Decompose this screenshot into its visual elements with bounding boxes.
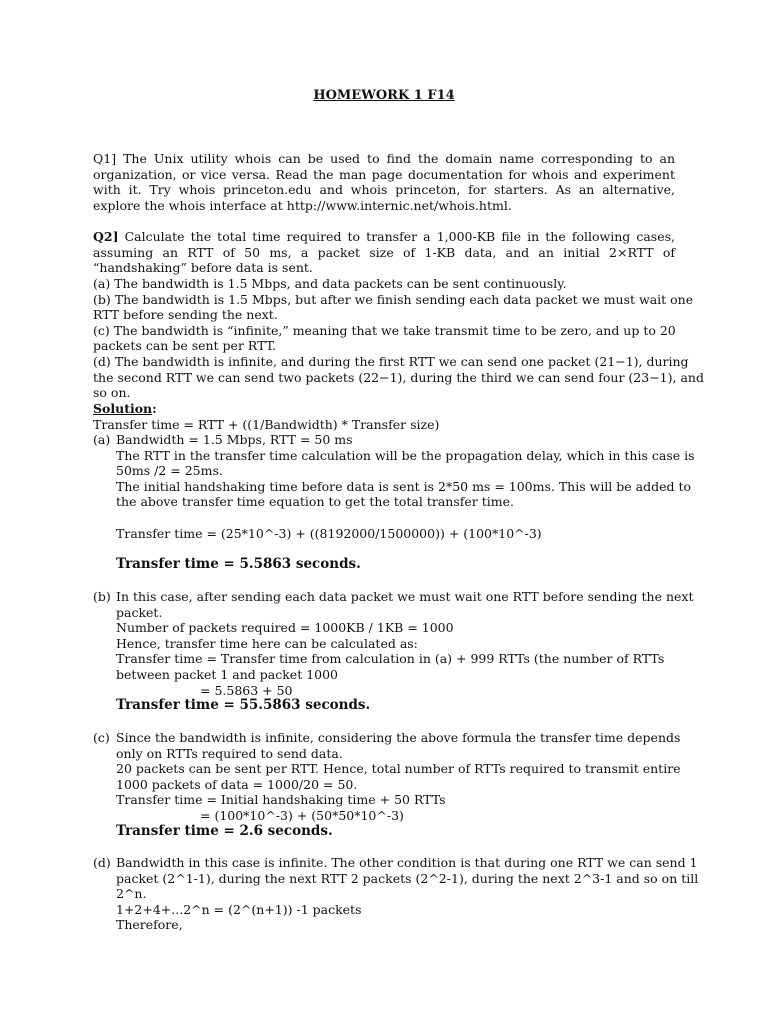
part-b-line-6: between packet 1 and packet 1000 [116, 666, 339, 682]
part-a-prompt: (a) The bandwidth is 1.5 Mbps, and data packets can be sent continuously. [93, 276, 567, 291]
question-2 [93, 229, 675, 276]
part-c-solution [116, 730, 681, 824]
solution-header [93, 401, 439, 432]
solution-label: Solution [93, 401, 153, 416]
part-b-line-2: packet. [116, 604, 163, 620]
part-b-result: Transfer time = 55.5863 seconds. [116, 697, 371, 713]
part-b-line-1: In this case, after sending each data packet we must wait one RTT before sending the next [116, 589, 694, 604]
part-c-continuation: = (100*10^-3) + (50*50*10^-3) [200, 807, 404, 823]
part-a-result: Transfer time = 5.5863 seconds. [116, 556, 361, 572]
part-a-line-3: The initial handshaking time before data is sent is 2*50 ms = 100ms. This will be added to [116, 478, 692, 494]
question-1-label: Q1] [93, 151, 117, 166]
part-d-line-3: 2^n. [116, 886, 147, 902]
part-b-label: (b) [93, 589, 111, 604]
part-b-prompt-cont: RTT before sending the next. [93, 307, 278, 323]
question-1-text: The Unix utility whois can be used to find the domain name corresponding to an organization, or vice versa. Read the man page documentation for whois and experiment with it. Try whois princeton.edu and whois princeton, for starters. As an alternative, explore the whois interface at http://www.internic.net/whois.html. [93, 151, 675, 213]
part-c-line-5: Transfer time = Initial handshaking time + 50 RTTs [116, 792, 446, 808]
part-d-label: (d) [93, 855, 111, 870]
question-2-text: Calculate the total time required to transfer a 1,000-KB file in the following cases, assuming an RTT of 50 ms, a packet size of 1-KB data, and an initial 2×RTT of “handshaking” before data is sent. [93, 229, 675, 276]
part-a-line-1: The RTT in the transfer time calculation will be the propagation delay, which in this case is [116, 447, 695, 463]
part-d-line-2: packet (2^1-1), during the next RTT 2 packets (2^2-1), during the next 2^3-1 and so on till [116, 870, 699, 886]
part-d-solution [116, 855, 698, 933]
question-1 [93, 151, 675, 213]
part-d-line-5: Therefore, [116, 917, 183, 933]
part-c-prompt-cont: packets can be sent per RTT. [93, 338, 277, 354]
page-title: HOMEWORK 1 F14 [313, 88, 455, 103]
part-c-label: (c) [93, 730, 110, 745]
part-a-solution [116, 432, 695, 510]
part-c-result: Transfer time = 2.6 seconds. [116, 823, 333, 839]
part-c-line-4: 1000 packets of data = 1000/20 = 50. [116, 776, 358, 792]
part-b-prompt: (b) The bandwidth is 1.5 Mbps, but after we finish sending each data packet we must wait one [93, 291, 694, 307]
part-b-solution [116, 589, 693, 698]
question-2-label: Q2] [93, 229, 119, 244]
part-a-equation: Transfer time = (25*10^-3) + ((8192000/1500000)) + (100*10^-3) [116, 526, 542, 541]
part-d-line-1: Bandwidth in this case is infinite. The other condition is that during one RTT we can send 1 [116, 855, 698, 870]
part-b-line-3: Number of packets required = 1000KB / 1KB = 1000 [116, 620, 454, 636]
part-d-prompt-end: so on. [93, 385, 131, 401]
solution-colon: : [152, 401, 157, 416]
part-a-label: (a) [93, 432, 111, 447]
part-b-continuation: = 5.5863 + 50 [200, 682, 293, 698]
transfer-time-formula: Transfer time = RTT + ((1/Bandwidth) * Transfer size) [93, 416, 440, 432]
part-c-prompt: (c) The bandwidth is “infinite,” meaning that we take transmit time to be zero, and up to 20 [93, 322, 676, 338]
part-c-line-2: only on RTTs required to send data. [116, 745, 343, 761]
part-c-line-3: 20 packets can be sent per RTT. Hence, total number of RTTs required to transmit entire [116, 761, 681, 777]
part-a-heading: Bandwidth = 1.5 Mbps, RTT = 50 ms [116, 432, 353, 447]
part-b-line-4: Hence, transfer time here can be calculated as: [116, 635, 418, 651]
part-d-prompt: (d) The bandwidth is infinite, and during the first RTT we can send one packet (21−1), during [93, 353, 689, 369]
part-d-line-4: 1+2+4+...2^n = (2^(n+1)) -1 packets [116, 901, 362, 917]
part-c-line-1: Since the bandwidth is infinite, considering the above formula the transfer time depends [116, 730, 681, 745]
part-a-line-2: 50ms /2 = 25ms. [116, 463, 223, 479]
part-b-line-5: Transfer time = Transfer time from calculation in (a) + 999 RTTs (the number of RTTs [116, 651, 665, 667]
part-d-prompt-cont: the second RTT we can send two packets (22−1), during the third we can send four (23−1), and [93, 369, 704, 385]
question-2-parts [93, 276, 704, 401]
part-a-line-4: the above transfer time equation to get the total transfer time. [116, 494, 514, 510]
